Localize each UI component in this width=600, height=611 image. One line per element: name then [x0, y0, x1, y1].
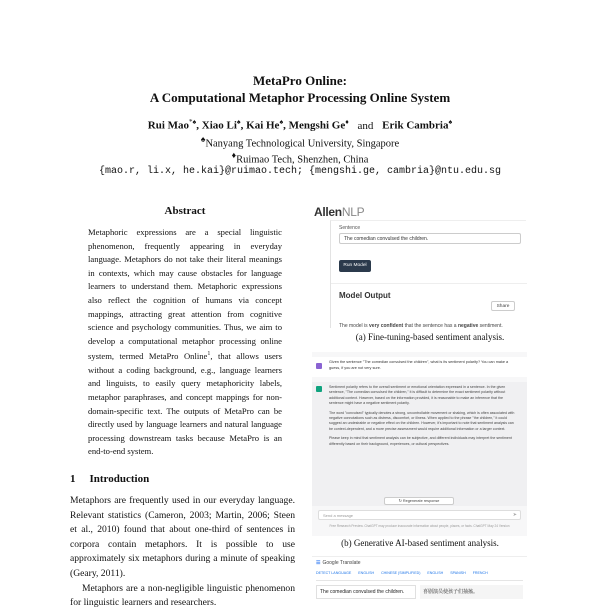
language-tab[interactable]: FRENCH	[472, 571, 488, 575]
sentence-label: Sentence	[339, 225, 361, 231]
assistant-message	[312, 382, 527, 506]
allennlp-logo	[314, 205, 364, 219]
divider	[331, 283, 527, 284]
output-suffix: sentiment.	[478, 323, 503, 329]
footnote-mark: 1	[207, 351, 211, 358]
author-list: Rui Mao*♠, Xiao Li♠, Kai He♠, Mengshi Ge♦ and Erik Cambria♠	[147, 118, 453, 132]
output-confidence: very confident	[369, 323, 404, 329]
and-word: and	[357, 119, 374, 132]
send-icon[interactable]: ➤	[512, 512, 517, 518]
chatgpt-disclaimer: Free Research Preview. ChatGPT may produce inaccurate information about people, places, or facts. ChatGPT May 24 Version	[329, 524, 510, 528]
user-avatar	[316, 363, 322, 369]
answer-paragraph: The word "convulsed" typically denotes a strong, uncontrollable movement or shaking, which is often associated with negative connotations such as distress, discomfort, or illness. When applied to the phrase "the children," it could suggest an undesirable or negative effect on the children. However, it's important to note that sentiment analysis can be context-dependent, and a more precise assessment would require additional information or a larger context.	[329, 410, 515, 431]
language-tab[interactable]: ENGLISH	[427, 571, 444, 575]
paper-title-line2: A Computational Metaphor Processing Online System	[149, 90, 451, 105]
affiliation-mark: ♦	[231, 150, 237, 160]
author-mark: ♠	[236, 118, 241, 126]
author-name: Xiao Li	[201, 119, 237, 132]
chatgpt-avatar	[316, 386, 322, 392]
output-prefix: The model is	[339, 323, 370, 329]
paper-title-line1: MetaPro Online:	[253, 73, 347, 88]
affiliation-text: Ruimao Tech, Shenzhen, China	[236, 154, 369, 166]
answer-paragraph: Sentiment polarity refers to the overall sentiment or emotional orientation expressed in a sentence. In the given sentence, "The comedian convulsed the children," it is difficult to determine the exact sentiment polarity without additional context. However, based on the information provided, it is reasonable to make an inference that the sentence might have a negative sentiment polarity.	[329, 385, 506, 406]
intro-paragraph: Metaphors are frequently used in our everyday language. Relevant statistics (Cameron, 2003; Martin, 2006; Steen et al., 2010) found that about one-third of sentences in corpora contain metaphors. It is possible to use approximately six metaphors during a minute of speaking (Geary, 2011).	[70, 495, 295, 579]
share-button[interactable]: Share	[491, 301, 515, 311]
affiliation-mark: ♠	[200, 134, 206, 144]
demo-panel	[330, 220, 526, 328]
logo-bold: Allen	[314, 205, 342, 219]
author-mark: ♦	[345, 118, 349, 126]
figure-caption-a: (a) Fine-tuning-based sentiment analysis.	[355, 332, 505, 342]
section-title: Introduction	[89, 473, 150, 485]
message-input[interactable]	[318, 510, 521, 520]
language-tab[interactable]: DETECT LANGUAGE	[316, 571, 352, 575]
language-tabs	[316, 571, 523, 581]
author-name: Mengshi Ge	[288, 119, 346, 132]
figure-google-translate	[312, 556, 527, 600]
author-name: Kai He	[246, 119, 280, 132]
author-mark: ♠	[279, 118, 284, 126]
model-output-heading: Model Output	[339, 291, 391, 300]
author-name: Erik Cambria	[382, 119, 449, 132]
source-text[interactable]: The comedian convulsed the children.	[316, 585, 416, 599]
answer-paragraph: Please keep in mind that sentiment analysis can be subjective, and different individuals may interpret the sentiment differently based on their background, experiences, or cultural perspectives.	[329, 436, 512, 446]
affiliation-text: Nanyang Technological University, Singapore	[205, 138, 400, 150]
affiliation-ruimao	[0, 150, 600, 166]
logo-light: NLP	[341, 205, 365, 219]
figure-allennlp-demo	[312, 203, 527, 329]
message-placeholder: Send a message	[323, 513, 354, 518]
affiliation-ntu	[0, 134, 600, 150]
translate-header	[316, 560, 361, 566]
user-question: Given the sentence "The comedian convulsed the children", what is its sentiment polarity? You can make a guess, if you are not very sure.	[329, 360, 509, 370]
menu-icon[interactable]: ☰	[316, 560, 321, 566]
figure-chatgpt-demo	[312, 352, 527, 536]
translated-text: 喜剧演员使孩子们抽搐。	[420, 585, 523, 599]
introduction-body	[70, 494, 295, 611]
section-number: 1	[70, 473, 76, 485]
output-middle: that the sentence has a	[403, 323, 458, 329]
abstract-text-a: Metaphoric expressions are a special linguistic phenomenon, frequently appearing in everyday language. Metaphors do not take their literal meanings in contexts, which may cause obstacles for language learners to understand them. Metaphoric expressions also reflect the cognition of humans via concept mappings, attracting great attention from cognitive science and psychology communities. Thus, we aim to develop a computational metaphor processing online system, termed MetaPro Online	[88, 227, 282, 362]
figure-caption-b: (b) Generative AI-based sentiment analysis.	[341, 538, 499, 548]
output-polarity: negative	[457, 323, 479, 329]
author-mark: ♠	[448, 118, 453, 126]
user-message	[312, 357, 527, 377]
section-heading-introduction	[70, 473, 149, 485]
language-tab[interactable]: SPANISH	[450, 571, 466, 575]
model-output-text	[339, 323, 503, 329]
intro-paragraph: Metaphors are a non-negligible linguistic phenomenon for linguistic learners and researchers.	[70, 582, 295, 609]
abstract-heading: Abstract	[164, 205, 206, 217]
run-model-button[interactable]: Run Model	[339, 260, 371, 272]
sentence-input[interactable]: The comedian convulsed the children.	[339, 233, 521, 244]
author-name: Rui Mao	[147, 119, 190, 132]
language-tab[interactable]: CHINESE (SIMPLIFIED)	[381, 571, 421, 575]
author-emails: {mao.r, li.x, he.kai}@ruimao.tech; {mengshi.ge, cambria}@ntu.edu.sg	[98, 166, 502, 177]
author-mark: *♠	[189, 118, 197, 126]
assistant-answer	[329, 385, 517, 451]
app-name: Google Translate	[322, 560, 361, 566]
abstract-body	[88, 226, 282, 459]
regenerate-button[interactable]: ↻ Regenerate response	[384, 497, 454, 505]
abstract-text-b: , that allows users without a coding background, e.g., language learners and linguists, to easily query metaphoricity labels, metaphor paraphrases, and concept mappings for non-domain-specific text. The outputs of MetaPro can be directly used by language learners and natural language processing downstream tasks because MetaPro is an end-to-end system.	[88, 351, 282, 457]
language-tab[interactable]: ENGLISH	[358, 571, 375, 575]
